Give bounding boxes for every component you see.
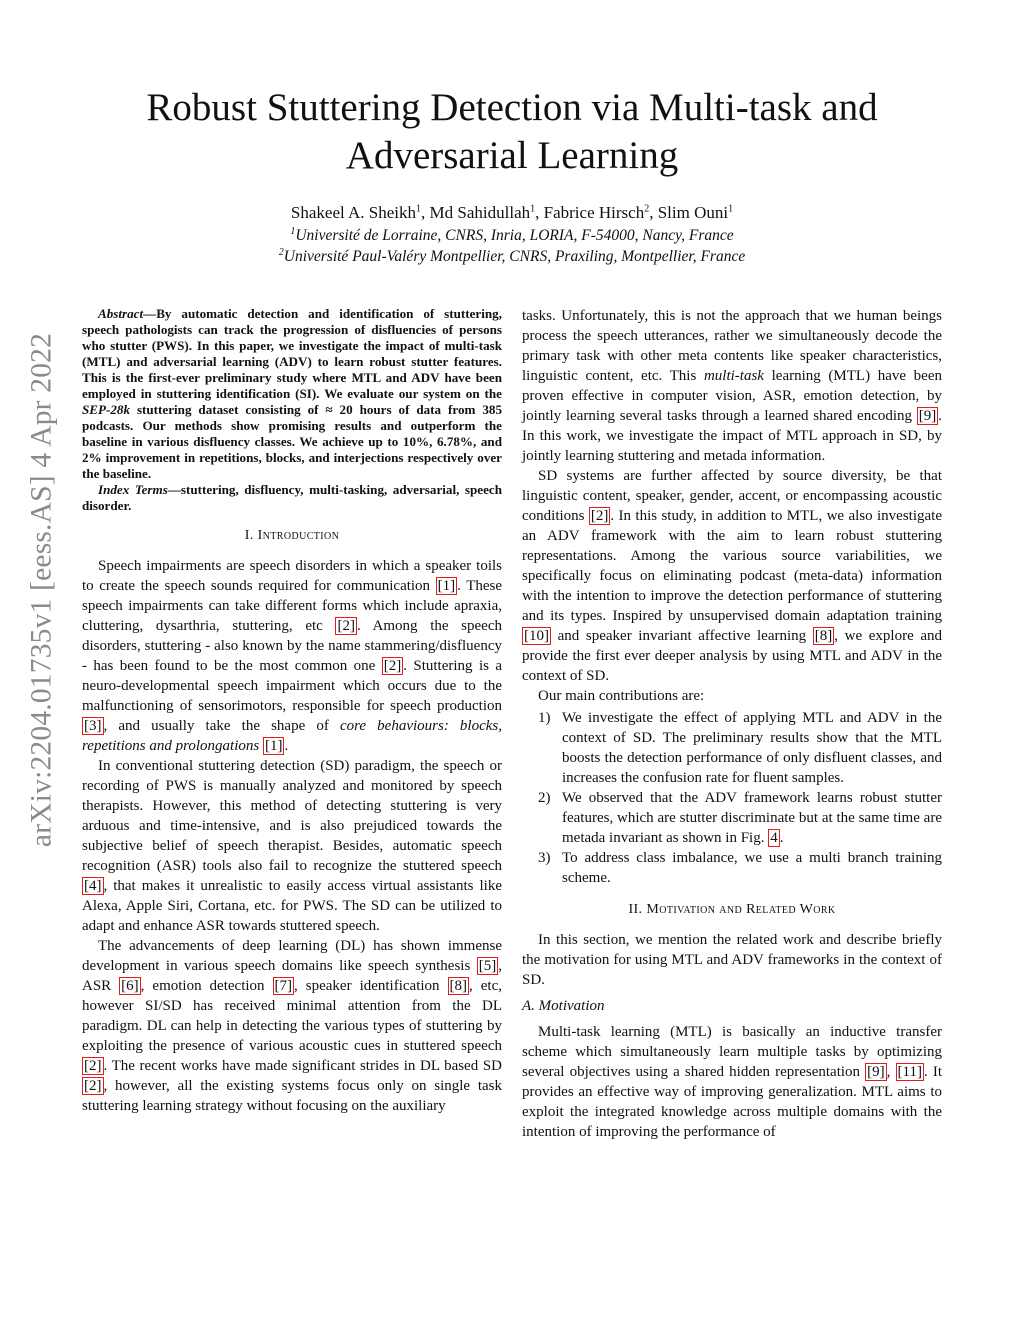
right-column [522,306,942,1142]
figure-link[interactable]: 4 [770,830,778,846]
arxiv-id[interactable]: arXiv:2204.01735v1 [eess.AS] 4 Apr 2022 [25,332,58,848]
list-item: 1) We investigate the effect of applying MTL and ADV in the context of SD. The preliminary results show that the MTL boosts the detection performance of only disfluent classes, and increases the confusion rate for fluent samples. [538,710,942,786]
citation-link[interactable]: [1] [437,578,456,594]
left-column [82,306,502,1116]
section-heading-motivation: II. Motivation and Related Work [628,902,836,917]
citation-link[interactable]: [8] [449,978,468,994]
citation-link[interactable]: [9] [867,1064,885,1080]
citation-link[interactable]: [2] [84,1078,102,1094]
contributions-intro: Our main contributions are: [538,688,705,704]
intro-paragraph-2: In conventional stuttering detection (SD) paradigm, the speech or recording of PWS is manually analyzed and monitored by speech therapists. However, this method of detecting stuttering is very arduous and time-intensive, and is also prejudiced towards the subjective belief of speech therapist. Besides, automatic speech recognition (ASR) tools also fail to recognize the stuttered speech [4] , that makes it unrealistic to easily access virtual assistants like Alexa, Apple Siri, Cortana, etc. for PWS. The SD can be utilized to adapt and enhance ASR towards stuttered speech. [82,758,502,934]
motivation-paragraph: Multi-task learning (MTL) is basically an inductive transfer scheme which simultaneously learn multiple tasks by optimizing several objectives using a shared hidden representation [9] , [11] . It provides an effective way of improving generalization. MTL aims to exploit the integrated knowledge across multiple domains with the intention of improving the performance of [522,1024,943,1140]
citation-link[interactable]: [11] [897,1064,922,1080]
author: Fabrice Hirsch$^2$, [543,203,658,222]
citation-link[interactable]: [2] [383,658,402,674]
citation-link[interactable]: [2] [337,618,355,634]
citation-link[interactable]: [5] [478,958,497,974]
citation-link[interactable]: [2] [590,508,609,524]
paper-title [100,84,924,180]
title-line-1: Robust Stuttering Detection via Multi-task and [146,86,878,129]
citation-link[interactable]: [7] [274,978,293,994]
contributions-list [522,708,942,888]
subsection-heading-motivation: A. Motivation [522,998,605,1014]
affiliation-2: $^2$Université Paul-Valéry Montpellier, CNRS, Praxiling, Montpellier, France [278,246,746,265]
citation-link[interactable]: [2] [84,1058,102,1074]
arxiv-sidebar [12,200,72,980]
author-list [100,202,924,224]
list-item: 3) To address class imbalance, we use a multi branch training scheme. [538,850,942,886]
title-line-2: Adversarial Learning [345,134,679,177]
author: Md Sahidullah$^1$, [429,203,544,222]
right-paragraph-2: SD systems are further affected by source diversity, be that linguistic content, speaker, gender, accent, or encompassing acoustic conditions [2] . In this study, in addition to MTL, we also investigate an ADV framework with the aim to learn robust stuttering representations. Among the various source variabilities, we specifically focus on eliminating podcast (meta-data) information with the intention to improve the detection performance of stuttering and its types. Inspired by unsupervised domain adaptation training [10] and speaker invariant affective learning [8] , we explore and provide the first ever deeper analysis by using MTL and ADV in the context of SD. [522,468,942,684]
citation-link[interactable]: [4] [84,878,102,894]
citation-link[interactable]: [1] [264,738,283,754]
intro-paragraph-3: The advancements of deep learning (DL) has shown immense development in various speech domains like speech synthesis [5] , ASR [6] , emotion detection [7] , speaker identification [8] , etc, however SI/SD has received minimal attention from the DL paradigm. DL can help in detecting the various types of stuttering by exploiting the presence of various acoustic cues in stuttered speech [2] . The recent works have made significant strides in DL based SD [2] , however, all the existing systems focus only on single task stuttering learning strategy without focusing on the auxiliary [82,938,503,1114]
citation-link[interactable]: [3] [84,718,102,734]
right-paragraph-1: tasks. Unfortunately, this is not the approach that we human beings process the speech utterances, rather we simultaneously decode the primary task with other meta contents like speaker characteristics, linguistic content, etc. This multi-task learning (MTL) have been proven effective in computer vision, ASR, emotion detection, by jointly learning several tasks through a learned shared encoding [9] . In this work, we investigate the impact of MTL approach in SD, by jointly learning stuttering and metada information. [522,308,942,464]
section2-paragraph: In this section, we mention the related work and describe briefly the motivation for using MTL and ADV frameworks in the context of SD. [522,932,942,988]
citation-link[interactable]: [9] [918,408,937,424]
list-item: 2) We observed that the ADV framework learns robust stutter features, which are stutter discriminate but at the same time are metada invariant as shown in Fig. 4 . [538,790,942,846]
citation-link[interactable]: [10] [524,628,549,644]
index-terms: Index Terms—stuttering, disfluency, multi-tasking, adversarial, speech disorder. [82,482,502,513]
section-heading-introduction: I. Introduction [244,528,340,543]
citation-link[interactable]: [8] [814,628,833,644]
affiliation-1: $^1$Université de Lorraine, CNRS, Inria, LORIA, F-54000, Nancy, France [290,225,734,244]
citation-link[interactable]: [6] [121,978,139,994]
abstract: Abstract—By automatic detection and identification of stuttering, speech pathologists can track the progression of disfluencies of persons who stutter (PWS). In this paper, we investigate the impact of multi-task (MTL) and adversarial learning (ADV) to learn robust stutter features. This is the first-ever preliminary study where MTL and ADV have been employed in stuttering identification (SI). We evaluate our system on the SEP-28k stuttering dataset consisting of ≈ 20 hours of data from 385 podcasts. Our methods show promising results and outperform the baseline in various disfluency classes. We achieve up to 10%, 6.78%, and 2% improvement in repetitions, blocks, and interjections respectively over the baseline. [82,306,502,481]
intro-paragraph-1: Speech impairments are speech disorders in which a speaker toils to create the speech sounds required for communication [1] . These speech impairments can take different forms which include apraxia, cluttering, dysarthria, stuttering, etc [2] . Among the speech disorders, stuttering - also known by the name stammering/disfluency - has been found to be the most common one [2] . Stuttering is a neuro-developmental speech impairment which occurs due to the malfunctioning of sensorimotors, responsible for speech production [3] , and usually take the shape of core behaviours: blocks, repetitions and prolongations [1] . [82,558,503,754]
author: Slim Ouni$^1$ [657,203,734,222]
author: Shakeel A. Sheikh$^1$, [290,203,430,222]
